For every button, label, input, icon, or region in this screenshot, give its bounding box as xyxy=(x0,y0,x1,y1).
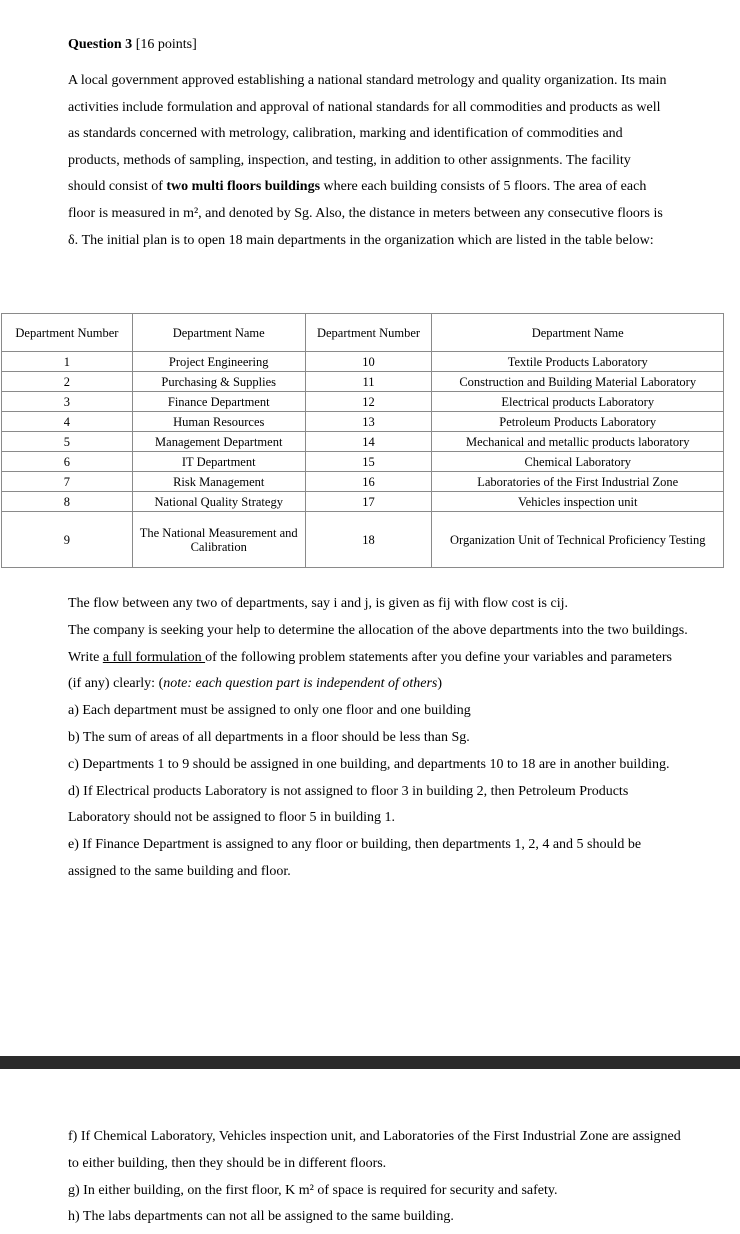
table-row xyxy=(2,392,724,412)
table-cell: The National Measurement and Calibration xyxy=(132,512,305,568)
table-row xyxy=(2,512,724,568)
part-f: f) If Chemical Laboratory, Vehicles inspection unit, and Laboratories of the First Industrial Zone are assigned to either building, then they should be in different floors. xyxy=(68,1129,681,1171)
table-cell: 4 xyxy=(2,412,133,432)
table-cell: Finance Department xyxy=(132,392,305,412)
page-divider xyxy=(0,1056,740,1069)
part-g: g) In either building, on the first floor, K m² of space is required for security and safety. xyxy=(68,1182,558,1198)
table-cell: Electrical products Laboratory xyxy=(432,392,724,412)
table-cell: 9 xyxy=(2,512,133,568)
flow-sentence: The flow between any two of departments, say i and j, is given as fij with flow cost is cij. xyxy=(68,596,569,611)
write-end: ) xyxy=(437,676,443,692)
table-row xyxy=(2,492,724,512)
question-points: [16 points] xyxy=(135,37,197,52)
table-cell: Mechanical and metallic products laboratory xyxy=(432,432,724,452)
header-dept-name-2: Department Name xyxy=(432,314,724,352)
write-instruction xyxy=(68,645,688,699)
table-row xyxy=(2,412,724,432)
write-note: note: each question part is independent of others xyxy=(163,676,438,692)
table-cell: Chemical Laboratory xyxy=(432,452,724,472)
table-cell: Organization Unit of Technical Proficiency Testing xyxy=(432,512,724,568)
continued-statements xyxy=(68,1124,688,1231)
table-cell: 15 xyxy=(305,452,432,472)
table-row xyxy=(2,372,724,392)
intro-paragraph xyxy=(68,68,668,254)
table-cell: Vehicles inspection unit xyxy=(432,492,724,512)
problem-statements xyxy=(68,591,688,886)
table-cell: 6 xyxy=(2,452,133,472)
table-cell: 17 xyxy=(305,492,432,512)
table-row xyxy=(2,352,724,372)
department-table xyxy=(1,313,724,568)
table-cell: Purchasing & Supplies xyxy=(132,372,305,392)
table-header-row xyxy=(2,314,724,352)
part-b: b) The sum of areas of all departments in a floor should be less than Sg. xyxy=(68,729,470,745)
table-cell: Laboratories of the First Industrial Zone xyxy=(432,472,724,492)
seeking-sentence: The company is seeking your help to determine the allocation of the above departments into the two buildings. xyxy=(68,622,688,638)
table-cell: 1 xyxy=(2,352,133,372)
table-row xyxy=(2,472,724,492)
table-cell: 7 xyxy=(2,472,133,492)
question-title xyxy=(68,37,197,53)
table-cell: Project Engineering xyxy=(132,352,305,372)
table-cell: 14 xyxy=(305,432,432,452)
table-cell: Construction and Building Material Laboratory xyxy=(432,372,724,392)
table-cell: IT Department xyxy=(132,452,305,472)
table-cell: 18 xyxy=(305,512,432,568)
table-cell: Textile Products Laboratory xyxy=(432,352,724,372)
write-pre: Write xyxy=(68,649,103,665)
part-c: c) Departments 1 to 9 should be assigned in one building, and departments 10 to 18 are in another building. xyxy=(68,756,670,772)
part-a: a) Each department must be assigned to only one floor and one building xyxy=(68,703,471,719)
part-d: d) If Electrical products Laboratory is not assigned to floor 3 in building 2, then Petroleum Products Laboratory should not be assigned to floor 5 in building 1. xyxy=(68,783,629,826)
table-cell: 12 xyxy=(305,392,432,412)
intro-text-1: A local government approved establishing a national standard metrology and quality organization. Its main activities include formulation and approval of national standards for all commodities and products as well as standards concerned with metrology, calibration, marking and identification of commodities and products, methods of sampling, inspection, and testing, in addition to other assignments. The facility should consist of xyxy=(68,73,667,195)
table-cell: Petroleum Products Laboratory xyxy=(432,412,724,432)
table-cell: 16 xyxy=(305,472,432,492)
table-cell: 2 xyxy=(2,372,133,392)
table-cell: Human Resources xyxy=(132,412,305,432)
table-cell: 8 xyxy=(2,492,133,512)
question-number: Question 3 xyxy=(68,37,133,52)
intro-text-2: where each building consists of 5 floors. The area of each floor is measured in m², and denoted by Sg. Also, the distance in meters between any consecutive floors is δ. The initial plan is to open 18 main departments in the organization which are listed in the table below: xyxy=(68,179,663,248)
table-cell: 11 xyxy=(305,372,432,392)
part-e: e) If Finance Department is assigned to any floor or building, then departments 1, 2, 4 and 5 should be assigned to the same building and floor. xyxy=(68,837,642,879)
table-cell: 13 xyxy=(305,412,432,432)
write-post: of the following problem statements after you define your variables and parameters (if any) clearly: ( xyxy=(68,649,672,692)
table-cell: Management Department xyxy=(132,432,305,452)
table-cell: 10 xyxy=(305,352,432,372)
table-row xyxy=(2,452,724,472)
table-cell: 3 xyxy=(2,392,133,412)
write-underlined: a full formulation xyxy=(102,649,206,665)
header-dept-number-1: Department Number xyxy=(2,314,133,352)
table-cell: National Quality Strategy xyxy=(132,492,305,512)
table-cell: Risk Management xyxy=(132,472,305,492)
part-h: h) The labs departments can not all be assigned to the same building. xyxy=(68,1209,454,1225)
intro-bold: two multi floors buildings xyxy=(166,179,321,195)
header-dept-name-1: Department Name xyxy=(132,314,305,352)
table-cell: 5 xyxy=(2,432,133,452)
table-row xyxy=(2,432,724,452)
header-dept-number-2: Department Number xyxy=(305,314,432,352)
